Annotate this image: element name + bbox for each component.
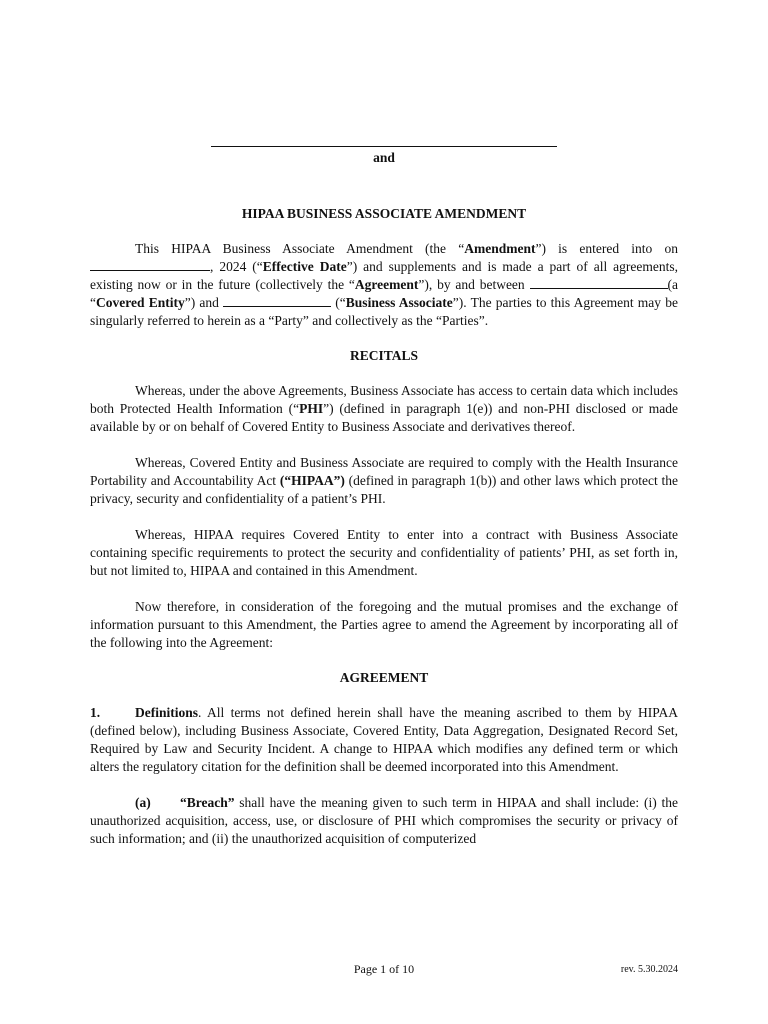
recital-paragraph-2	[90, 454, 678, 508]
recital-text: ”) (defined in paragraph 1(e)) and non-PHI disclosed or made available by or on behalf of Covered Entity to Business Associate and derivatives thereof.	[90, 401, 679, 434]
intro-text: (a “	[90, 277, 678, 310]
recital-text: (defined in paragraph 1(b)) and other laws which protect the privacy, security and confidentiality of a patient’s PHI.	[90, 473, 678, 506]
breach-definition-paragraph	[90, 794, 678, 848]
subsection-label: (a)	[135, 795, 151, 810]
definitions-paragraph	[90, 704, 678, 776]
intro-text: ”), by and between	[418, 277, 530, 292]
term-breach: “Breach”	[180, 795, 235, 810]
section-text: . All terms not defined herein shall have the meaning ascribed to them by HIPAA (defined below), including Business Associate, Covered Entity, Data Aggregation, Designated Record Set, Required by Law and Security Incident. A change to HIPAA which modifies any defined term or which alters the regulatory citation for the definition shall be deemed incorporated into this Amendment.	[90, 705, 678, 774]
covered-entity-blank	[530, 276, 668, 289]
document-title: HIPAA BUSINESS ASSOCIATE AMENDMENT	[241, 206, 527, 221]
term-amendment: Amendment	[464, 241, 536, 256]
intro-text: ”) and	[184, 295, 224, 310]
intro-paragraph	[90, 240, 678, 330]
page-number: Page 1 of 10	[353, 962, 415, 976]
intro-text: ”) is entered into on	[535, 241, 678, 256]
intro-text: ”). The parties to this Agreement may be singularly referred to herein as a “Party” and collectively as the “Parties”.	[90, 295, 678, 328]
term-effective-date: Effective Date	[262, 259, 347, 274]
recitals-heading: RECITALS	[349, 348, 419, 363]
subsection-text: shall have the meaning given to such term in HIPAA and shall include: (i) the unauthorized acquisition, access, use, or disclosure of PHI which compromises the security or privacy of such information; and (ii) the unauthorized acquisition of computerized	[90, 795, 678, 846]
date-blank	[90, 258, 210, 271]
intro-text: (“	[331, 295, 346, 310]
term-covered-entity: Covered Entity	[96, 295, 185, 310]
and-label: and	[373, 150, 395, 165]
intro-text: , 2024 (“	[210, 259, 263, 274]
recital-paragraph-4: Now therefore, in consideration of the foregoing and the mutual promises and the exchange of information pursuant to this Amendment, the Parties agree to amend the Agreement by incorporating all of the following into the Agreement:	[90, 599, 678, 650]
intro-text: This HIPAA Business Associate Amendment (the “	[135, 241, 465, 256]
recital-text: Whereas, under the above Agreements, Business Associate has access to certain data which includes both Protected Health Information (“	[90, 383, 678, 416]
section-number: 1.	[90, 705, 101, 720]
recital-paragraph-3: Whereas, HIPAA requires Covered Entity to enter into a contract with Business Associate containing specific requirements to protect the security and confidentiality of patients’ PHI, as set forth in, but not limited to, HIPAA and contained in this Amendment.	[90, 527, 678, 578]
term-hipaa: (“HIPAA”)	[279, 473, 345, 488]
term-phi: PHI	[299, 401, 324, 416]
term-business-associate: Business Associate	[345, 295, 453, 310]
recital-text: Whereas, Covered Entity and Business Associate are required to comply with the Health Insurance Portability and Accountability Act	[90, 455, 678, 488]
intro-text: ”) and supplements and is made a part of all agreements, existing now or in the future (collectively the “	[90, 259, 678, 292]
section-title: Definitions	[135, 705, 199, 720]
agreement-heading: AGREEMENT	[339, 670, 429, 685]
party-name-blank	[211, 146, 557, 147]
document-body	[90, 132, 678, 848]
term-agreement: Agreement	[354, 277, 419, 292]
business-associate-blank	[223, 294, 331, 307]
recital-paragraph-1	[90, 382, 678, 436]
revision-date: rev. 5.30.2024	[620, 964, 678, 975]
